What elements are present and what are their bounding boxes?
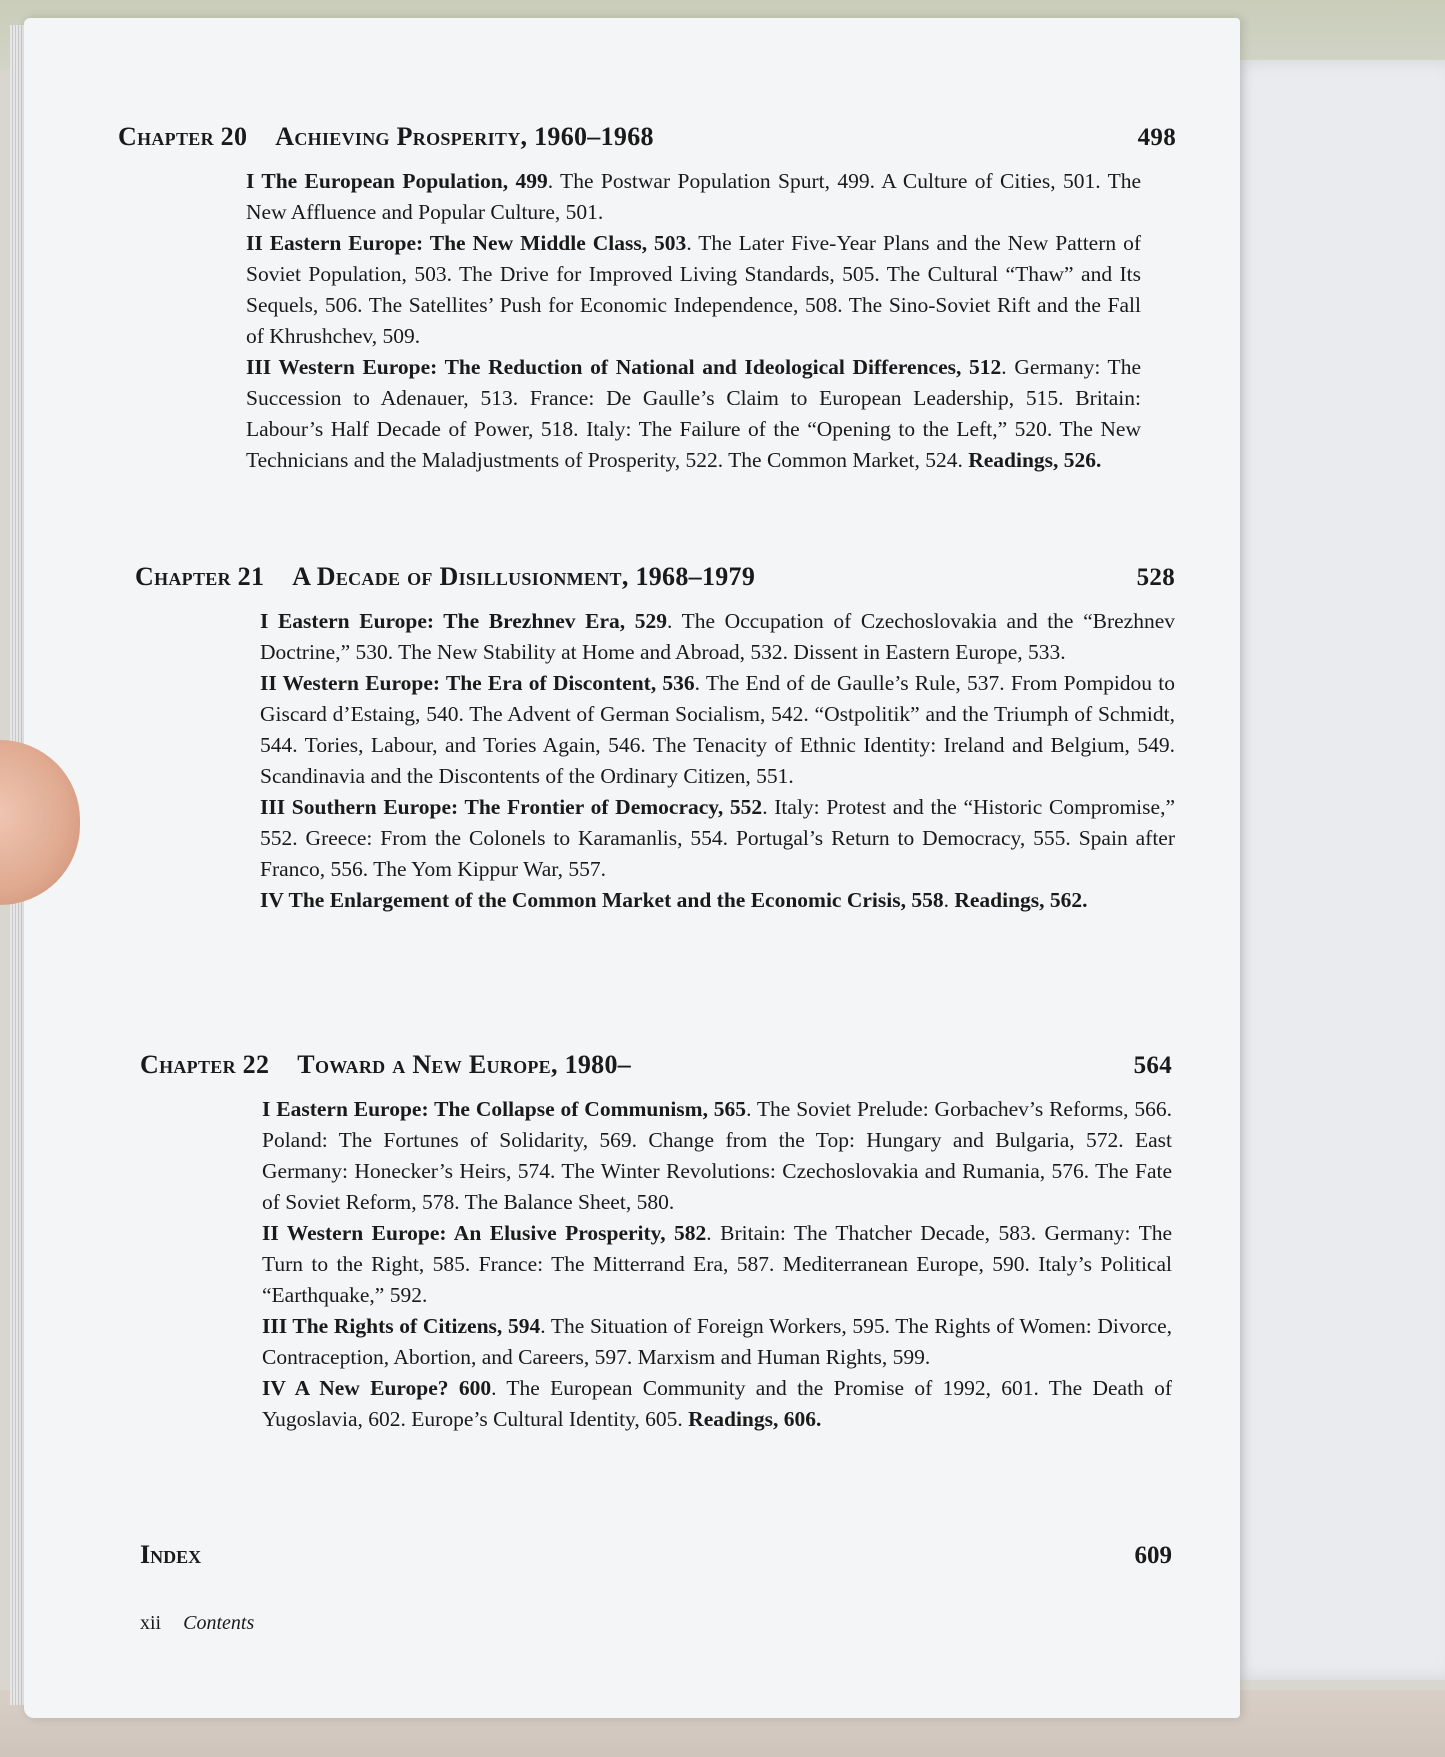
- section-head: III Southern Europe: The Frontier of Democracy, 552: [260, 795, 763, 819]
- section-head: I The European Population, 499: [246, 169, 548, 193]
- section-text: . Britain: The Thatcher Decade, 583. Germany: The Turn to the Right, 585. France: The Mitterrand Era, 587. Mediterranean Europe, 590. Italy’s Political “Earthquake,” 592.: [262, 1221, 1172, 1307]
- chapter-21: [135, 562, 1175, 916]
- section-text: . The Later Five-Year Plans and the New Pattern of Soviet Population, 503. The Drive for Improved Living Standards, 505. The Cultural “Thaw” and Its Sequels, 506. The Satellites’ Push for Economic Independence, 508. The Sino-Soviet Rift and the Fall of Khrushchev, 509.: [246, 231, 1141, 348]
- readings: Readings, 526.: [968, 448, 1102, 472]
- section-head: II Western Europe: The Era of Discontent, 536: [260, 671, 695, 695]
- chapter-22: [140, 1050, 1172, 1435]
- section: [260, 792, 1175, 885]
- chapter-heading: [135, 562, 1175, 592]
- chapter-heading: [118, 122, 1176, 152]
- section-text: . The Occupation of Czechoslovakia and the “Brezhnev Doctrine,” 530. The New Stability at Home and Abroad, 532. Dissent in Eastern Europe, 533.: [260, 609, 1175, 664]
- section: [246, 352, 1141, 476]
- section-text: . The Situation of Foreign Workers, 595. The Rights of Women: Divorce, Contraception, Abortion, and Careers, 597. Marxism and Human Rights, 599.: [262, 1314, 1172, 1369]
- section-head: I Eastern Europe: The Brezhnev Era, 529: [260, 609, 667, 633]
- section: [260, 885, 1175, 916]
- readings: Readings, 606.: [688, 1407, 822, 1431]
- section: [262, 1094, 1172, 1218]
- section-head: IV The Enlargement of the Common Market and the Economic Crisis, 558: [260, 888, 944, 912]
- section: [262, 1373, 1172, 1435]
- section: [260, 606, 1175, 668]
- chapter-title: Toward a New Europe, 1980–: [297, 1050, 632, 1079]
- chapter-label: Chapter 20: [118, 122, 248, 151]
- chapter-page: 564: [1133, 1052, 1172, 1079]
- chapter-20: [118, 122, 1176, 476]
- section-head: III Western Europe: The Reduction of National and Ideological Differences, 512: [246, 355, 1002, 379]
- section-text: . The Postwar Population Spurt, 499. A Culture of Cities, 501. The New Affluence and Popular Culture, 501.: [246, 169, 1141, 224]
- chapter-heading: [140, 1050, 1172, 1080]
- section: [260, 668, 1175, 792]
- chapter-page: 528: [1136, 564, 1175, 591]
- chapter-title: Achieving Prosperity, 1960–1968: [275, 122, 654, 151]
- section-head: IV A New Europe? 600: [262, 1376, 492, 1400]
- section-head: III The Rights of Citizens, 594: [262, 1314, 541, 1338]
- index-label: Index: [140, 1540, 202, 1569]
- footer-page-number: xii: [140, 1612, 162, 1634]
- chapter-page: 498: [1137, 124, 1176, 151]
- section: [262, 1218, 1172, 1311]
- facing-page: [1230, 60, 1445, 1680]
- index-entry: [140, 1540, 1172, 1570]
- section: [262, 1311, 1172, 1373]
- page-footer: [140, 1612, 254, 1635]
- readings: Readings, 562.: [954, 888, 1088, 912]
- footer-running-title: Contents: [183, 1612, 255, 1634]
- section: [246, 166, 1141, 228]
- chapter-title: A Decade of Disillusionment, 1968–1979: [292, 562, 756, 591]
- section-text: .: [943, 888, 955, 912]
- section-text: . Germany: The Succession to Adenauer, 513. France: De Gaulle’s Claim to European Leadership, 515. Britain: Labour’s Half Decade of Power, 518. Italy: The Failure of the “Opening to the Left,” 520. The New Technicians and the Maladjustments of Prosperity, 522. The Common Market, 524.: [246, 355, 1141, 472]
- section-head: II Eastern Europe: The New Middle Class, 503: [246, 231, 687, 255]
- section-text: . The End of de Gaulle’s Rule, 537. From Pompidou to Giscard d’Estaing, 540. The Advent of German Socialism, 542. “Ostpolitik” and the Triumph of Schmidt, 544. Tories, Labour, and Tories Again, 546. The Tenacity of Ethnic Identity: Ireland and Belgium, 549. Scandinavia and the Discontents of the Ordinary Citizen, 551.: [260, 671, 1175, 788]
- section: [246, 228, 1141, 352]
- section-head: I Eastern Europe: The Collapse of Communism, 565: [262, 1097, 747, 1121]
- section-head: II Western Europe: An Elusive Prosperity, 582: [262, 1221, 707, 1245]
- section-text: . The Soviet Prelude: Gorbachev’s Reforms, 566. Poland: The Fortunes of Solidarity, 569. Change from the Top: Hungary and Bulgaria, 572. East Germany: Honecker’s Heirs, 574. The Winter Revolutions: Czechoslovakia and Rumania, 576. The Fate of Soviet Reform, 578. The Balance Sheet, 580.: [262, 1097, 1172, 1214]
- section-text: . The European Community and the Promise of 1992, 601. The Death of Yugoslavia, 602. Europe’s Cultural Identity, 605.: [262, 1376, 1172, 1431]
- section-text: . Italy: Protest and the “Historic Compromise,” 552. Greece: From the Colonels to Karamanlis, 554. Portugal’s Return to Democracy, 555. Spain after Franco, 556. The Yom Kippur War, 557.: [260, 795, 1175, 881]
- chapter-label: Chapter 21: [135, 562, 265, 591]
- chapter-label: Chapter 22: [140, 1050, 270, 1079]
- index-page: 609: [1134, 1542, 1172, 1569]
